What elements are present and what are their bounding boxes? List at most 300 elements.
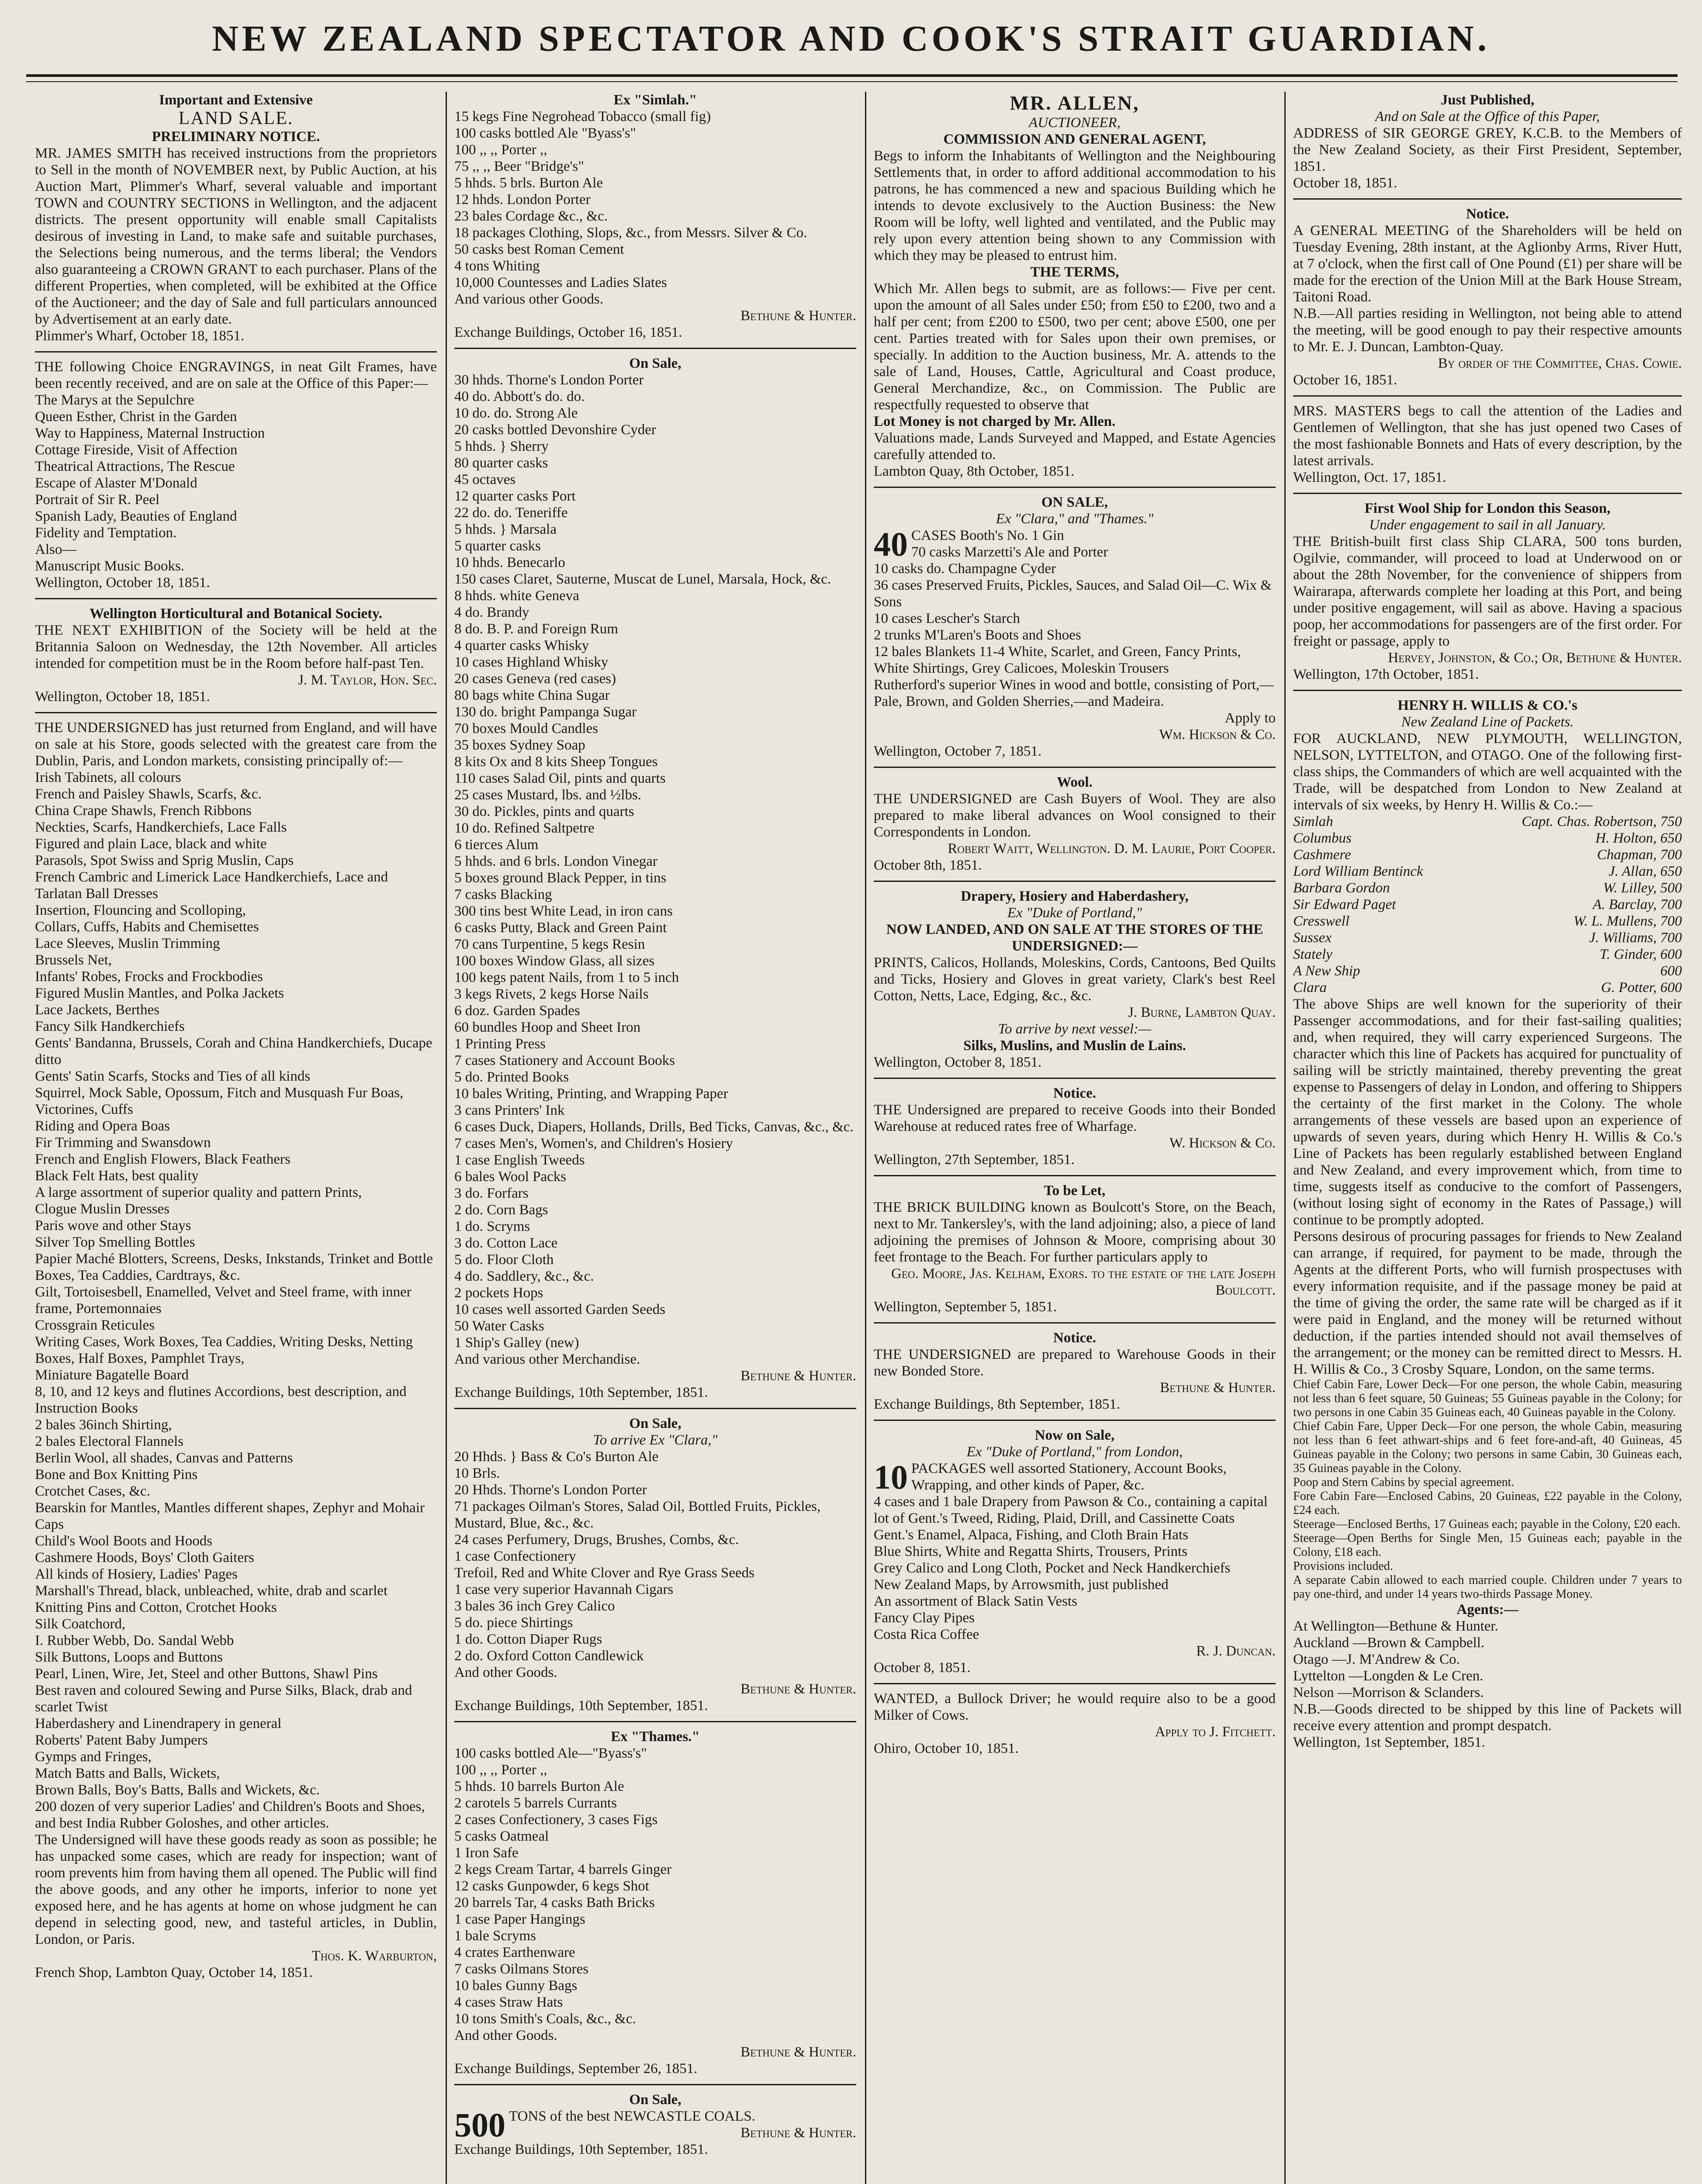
ad-subheading: Ex "Duke of Portland," from London, (966, 1444, 1183, 1460)
ship-row (1293, 813, 1682, 830)
ad-line: 3 bales 36 inch Grey Calico (454, 1598, 615, 1614)
ship-row (1293, 930, 1682, 946)
ad-line: Writing Cases, Work Boxes, Tea Caddies, Writing Desks, Netting Boxes, Half Boxes, Pamphlet Trays, (35, 1334, 413, 1366)
ad-line: I. Rubber Webb, Do. Sandal Webb (35, 1633, 234, 1648)
ad-line: Bearskin for Mantles, Mantles different shapes, Zephyr and Mohair Caps (35, 1500, 425, 1532)
ad-line: 2 kegs Cream Tartar, 4 barrels Ginger (454, 1862, 671, 1877)
fare-line: A separate Cabin allowed to each married couple. Children under 7 years to pay one-third, and under 14 years two-thirds Passage Money. (1293, 1573, 1682, 1601)
ad-line: 40 do. Abbott's do. do. (454, 389, 585, 404)
ship-name: Lord William Bentinck (1293, 864, 1423, 879)
fare-line: Steerage—Enclosed Berths, 17 Guineas each; payable in the Colony, £20 each. (1293, 1517, 1681, 1531)
ad-body: FOR AUCKLAND, NEW PLYMOUTH, WELLINGTON, NELSON, LYTTELTON, and OTAGO. One of the following first-class ships, the Commanders of which are well acquainted with the Trade, will be despatched from London to New Zealand at intervals of six weeks, by Henry H. Willis & Co.:— (1293, 731, 1682, 813)
ad-apply: Apply to (1225, 710, 1276, 726)
ad-subheading: THE TERMS, (1030, 264, 1119, 280)
column-1 (35, 92, 437, 2184)
ad-line: Also— (35, 542, 77, 557)
ad-heading: Just Published, (1440, 92, 1535, 108)
ad-line: Escape of Alaster M'Donald (35, 475, 197, 491)
advertisement (454, 1728, 856, 2085)
ad-line: 23 bales Cordage &c., &c. (454, 208, 608, 224)
ad-heading: On Sale, (629, 1416, 681, 1431)
ad-line: Rutherford's superior Wines in wood and bottle, consisting of Port,—Pale, Brown, and Golden Sherries,—and Madeira. (874, 677, 1274, 709)
ad-line: 130 do. bright Pampanga Sugar (454, 704, 637, 720)
ad-date: Plimmer's Wharf, October 18, 1851. (35, 328, 245, 344)
ship-captain: J. Williams, 700 (1589, 930, 1682, 946)
ad-line: 4 cases and 1 bale Drapery from Pawson & Co., containing a capital lot of Gent.'s Tweed, Riding, Plaid, Drill, and Cassinette Coats (874, 1494, 1268, 1526)
ad-line: Knitting Pins and Cotton, Crotchet Hooks (35, 1600, 277, 1615)
fare-line: Steerage—Open Berths for Single Men, 15 Guineas each; payable in the Colony, £18 each. (1293, 1531, 1682, 1559)
ad-line: 3 kegs Rivets, 2 kegs Horse Nails (454, 986, 649, 1002)
ad-line: 12 quarter casks Port (454, 488, 576, 504)
ad-line: Silk Buttons, Loops and Buttons (35, 1649, 223, 1665)
ad-line: 3 cans Printers' Ink (454, 1102, 565, 1118)
ad-line: 70 boxes Mould Candles (454, 721, 598, 736)
ad-line: 5 hhds. and 6 brls. London Vinegar (454, 854, 657, 869)
ad-line: Crossgrain Reticules (35, 1317, 155, 1333)
ad-date: Wellington, October 7, 1851. (874, 743, 1042, 759)
ad-signature: Robert Waitt, Wellington. D. M. Laurie, Port Cooper. (948, 841, 1276, 857)
ad-line: 3 do. Forfars (454, 1185, 529, 1201)
ad-line: 4 quarter casks Whisky (454, 638, 589, 653)
ad-signature: Bethune & Hunter. (740, 308, 856, 324)
ad-body: The Undersigned will have these goods ready as soon as possible; he has unpacked some cases, which are ready for inspection; want of room prevents him from having them all opened. The Public will find the above goods, and any other he imports, inferior to none yet exposed here, and he has agents at home on whose judgment he can depend in selecting good, new, and tasteful articles, in Dublin, London, or Paris. (35, 1832, 437, 1947)
ad-line: Trefoil, Red and White Clover and Rye Grass Seeds (454, 1565, 754, 1581)
ad-line: 1 bale Scryms (454, 1928, 536, 1944)
ad-body: ADDRESS of SIR GEORGE GREY, K.C.B. to the Members of the New Zealand Society, as their First President, September, 1851. (1293, 125, 1682, 174)
ad-signature: Bethune & Hunter. (740, 2044, 856, 2060)
ad-line: And various other Merchandise. (454, 1351, 640, 1367)
ship-name: Cresswell (1293, 913, 1349, 929)
ad-line: 25 cases Mustard, lbs. and ½lbs. (454, 787, 642, 803)
column-4 (1293, 92, 1682, 2184)
ad-line: Silver Top Smelling Bottles (35, 1234, 195, 1250)
ad-line: And various other Goods. (454, 291, 603, 307)
ad-line: 20 casks bottled Devonshire Cyder (454, 422, 656, 438)
ad-line: 5 hhds. } Marsala (454, 522, 557, 537)
ad-line: 12 hhds. London Porter (454, 192, 591, 207)
ad-body: THE Undersigned are prepared to receive Goods into their Bonded Warehouse at reduced rates free of Wharfage. (874, 1102, 1276, 1134)
ad-line: 2 do. Oxford Cotton Candlewick (454, 1648, 644, 1664)
ad-line: Figured Muslin Mantles, and Polka Jackets (35, 985, 284, 1001)
ad-line: 110 cases Salad Oil, pints and quarts (454, 771, 666, 786)
ad-subheading: COMMISSION AND GENERAL AGENT, (943, 131, 1206, 147)
ad-line: 7 cases Stationery and Account Books (454, 1053, 675, 1068)
advertisement (1293, 92, 1682, 200)
advertisement (1293, 697, 1682, 1758)
ad-line: Gymps and Fringes, (35, 1749, 152, 1765)
ad-body: THE NEXT EXHIBITION of the Society will be held at the Britannia Saloon on Wednesday, the 12th November. All articles intended for competition must be in the Room before half-past Ten. (35, 622, 437, 671)
ad-subheading: Ex "Clara," and "Thames." (996, 511, 1154, 527)
ad-line: 4 do. Saddlery, &c., &c. (454, 1268, 594, 1284)
ad-line: Costa Rica Coffee (874, 1627, 979, 1642)
ad-line: 35 boxes Sydney Soap (454, 737, 585, 753)
ad-large-number: 10 (874, 1458, 908, 1496)
ad-line: Lace Jackets, Berthes (35, 1002, 159, 1018)
advertisement (1293, 206, 1682, 397)
ad-line: 20 Hhds. } Bass & Co's Burton Ale (454, 1449, 659, 1465)
ad-body: WANTED, a Bullock Driver; he would require also to be a good Milker of Cows. (874, 1691, 1276, 1723)
ad-line: Miniature Bagatelle Board (35, 1367, 189, 1383)
column-rule (1284, 92, 1286, 2184)
ad-heading: Ex "Thames." (611, 1729, 700, 1745)
ad-line: 50 casks best Roman Cement (454, 242, 624, 257)
fare-line: Poop and Stern Cabins by special agreement. (1293, 1476, 1515, 1489)
advertisement (454, 355, 856, 1409)
ad-line: 6 casks Putty, Black and Green Paint (454, 920, 667, 936)
advertisement (874, 888, 1276, 1079)
ship-captain: W. Lilley, 500 (1603, 880, 1682, 896)
column-rule (446, 92, 447, 2184)
ad-heading: Wool. (1057, 774, 1093, 790)
ad-body: Valuations made, Lands Surveyed and Mapped, and Estate Agencies carefully attended to. (874, 430, 1276, 463)
ship-captain: W. L. Mullens, 700 (1573, 913, 1682, 929)
ad-subheading: PRELIMINARY NOTICE. (152, 129, 320, 145)
ad-body: MRS. MASTERS begs to call the attention of the Ladies and Gentlemen of Wellington, that she has just opened two Cases of the most fashionable Bonnets and Hats of every description, by the latest arrivals. (1293, 403, 1682, 469)
ship-captain: H. Holton, 650 (1595, 830, 1682, 846)
ad-date: Wellington, 17th October, 1851. (1293, 667, 1479, 682)
ad-line: 20 barrels Tar, 4 casks Bath Bricks (454, 1895, 655, 1911)
ad-date: October 8, 1851. (874, 1660, 971, 1676)
ad-line: Fancy Silk Handkerchiefs (35, 1019, 185, 1034)
ad-heading: On Sale, (629, 2092, 681, 2108)
ad-line: Theatrical Attractions, The Rescue (35, 459, 235, 474)
ad-subheading: Ex "Duke of Portland," (1007, 905, 1142, 921)
ad-line: Lace Sleeves, Muslin Trimming (35, 936, 220, 951)
ad-line: Fancy Clay Pipes (874, 1610, 975, 1626)
ad-line: 7 casks Oilmans Stores (454, 1961, 589, 1977)
ship-name: Clara (1293, 980, 1327, 995)
ad-line: Grey Calico and Long Cloth, Pocket and Neck Handkerchiefs (874, 1560, 1231, 1576)
ship-name: Barbara Gordon (1293, 880, 1390, 896)
advertisement (35, 92, 437, 352)
ad-subheading: To arrive Ex "Clara," (593, 1432, 718, 1448)
ship-captain: G. Potter, 600 (1601, 980, 1682, 995)
ad-line: 10 tons Smith's Coals, &c., &c. (454, 2011, 636, 2027)
ad-line: 10 cases Lescher's Starch (874, 611, 1020, 626)
ad-line: 2 bales Electoral Flannels (35, 1434, 183, 1449)
ad-line: Infants' Robes, Frocks and Frockbodies (35, 969, 263, 985)
ad-subheading: Agents:— (1456, 1602, 1519, 1617)
ad-line: 45 octaves (454, 472, 516, 487)
ad-line: 100 boxes Window Glass, all sizes (454, 953, 655, 969)
ad-heading: First Wool Ship for London this Season, (1364, 501, 1611, 516)
ad-body: Persons desirous of procuring passages for friends to New Zealand can arrange, if required, for payment to be made, through the Agents at the different Ports, who will furnish prospectuses with every information requisite, and if the passage money be paid at the time of giving the order, the same rate will be charged as if it were paid in England, and the money will be returned without deduction, if the parties intended should not avail themselves of the arrangement; or the money can be remitted direct to Messrs. H. H. Willis & Co., 3 Crosby Square, London, on the same terms. (1293, 1229, 1682, 1377)
ship-name: Sir Edward Paget (1293, 897, 1396, 912)
ad-line: Crotchet Cases, &c. (35, 1483, 150, 1499)
ship-row (1293, 863, 1682, 880)
ad-line: Marshall's Thread, black, unbleached, white, drab and scarlet (35, 1583, 388, 1599)
advertisement (874, 1690, 1276, 1764)
advertisement (874, 494, 1276, 768)
ad-signature: J. M. Taylor, Hon. Sec. (298, 672, 437, 688)
ad-line: 7 cases Men's, Women's, and Children's Hosiery (454, 1136, 733, 1151)
ad-line: Queen Esther, Christ in the Garden (35, 409, 237, 425)
ad-line: The Marys at the Sepulchre (35, 392, 194, 408)
ad-line: 70 cans Turpentine, 5 kegs Resin (454, 936, 645, 952)
ad-line: Berlin Wool, all shades, Canvas and Patterns (35, 1450, 293, 1466)
ad-line: 2 do. Corn Bags (454, 1202, 548, 1218)
ad-line: 5 hhds. 5 brls. Burton Ale (454, 175, 603, 191)
ad-line: Haberdashery and Linendrapery in general (35, 1716, 282, 1731)
ad-line: Best raven and coloured Sewing and Purse Silks, Black, drab and scarlet Twist (35, 1683, 412, 1715)
advertisement (35, 359, 437, 599)
ad-heading: HENRY H. WILLIS & CO.'s (1398, 698, 1577, 713)
ad-body: Begs to inform the Inhabitants of Wellington and the Neighbouring Settlements that, in order to afford additional accommodation to his patrons, he has commenced a new and spacious Building which he intends to devote exclusively to the Auction Business: the New Room will be lofty, well lighted and ventilated, and the Public may rely upon every attention being shown to any Commission with which they may be pleased to entrust him. (874, 148, 1276, 263)
ad-date: Wellington, Oct. 17, 1851. (1293, 470, 1446, 485)
fare-line: Provisions included. (1293, 1559, 1393, 1573)
ad-line: 200 dozen of very superior Ladies' and Children's Boots and Shoes, and best India Rubber Goloshes, and other articles. (35, 1799, 425, 1831)
ship-row (1293, 896, 1682, 913)
ad-date: Exchange Buildings, 10th September, 1851. (454, 1385, 708, 1400)
ad-line: Squirrel, Mock Sable, Opossum, Fitch and Musquash Fur Boas, Victorines, Cuffs (35, 1085, 404, 1117)
ad-date: October 18, 1851. (1293, 175, 1398, 191)
ad-heading: Drapery, Hosiery and Haberdashery, (961, 888, 1189, 904)
ad-body: PRINTS, Calicos, Hollands, Moleskins, Cords, Cantoons, Bed Quilts and Ticks, Hosiery and Gloves in great variety, Clark's best Reel Cotton, Netts, Lace, Edging, &c., &c. (874, 955, 1276, 1004)
ad-line: 71 packages Oilman's Stores, Salad Oil, Bottled Fruits, Pickles, Mustard, Blue, &c., &c. (454, 1499, 821, 1531)
ad-line: Cottage Fireside, Visit of Affection (35, 442, 238, 458)
ad-line: French and English Flowers, Black Feathers (35, 1151, 291, 1167)
ad-line: Pearl, Linen, Wire, Jet, Steel and other Buttons, Shawl Pins (35, 1666, 378, 1682)
ship-captain: Chapman, 700 (1597, 847, 1682, 863)
fare-line: Fore Cabin Fare—Enclosed Cabins, 20 Guineas, £22 payable in the Colony, £24 each. (1293, 1489, 1682, 1517)
ad-line: 6 doz. Garden Spades (454, 1003, 580, 1019)
ad-line: 4 cases Straw Hats (454, 1994, 563, 2010)
ad-line: 15 kegs Fine Negrohead Tobacco (small fig) (454, 109, 711, 124)
ad-line: Portrait of Sir R. Peel (35, 492, 160, 508)
ad-date: Wellington, October 8, 1851. (874, 1054, 1042, 1070)
ad-heading: Notice. (1053, 1085, 1097, 1101)
ad-line: Cashmere Hoods, Boys' Cloth Gaiters (35, 1550, 254, 1565)
ad-body: N.B.—Goods directed to be shipped by this line of Packets will receive every attention and prompt despatch. (1293, 1701, 1682, 1734)
ad-line: 10 bales Gunny Bags (454, 1978, 578, 1994)
ad-line: 5 do. piece Shirtings (454, 1615, 573, 1631)
ad-subheading: Under engagement to sail in all January. (1369, 517, 1606, 533)
ad-line: 30 hhds. Thorne's London Porter (454, 372, 644, 388)
fare-line: Chief Cabin Fare, Lower Deck—For one person, the whole Cabin, measuring not less than 6 feet square, 50 Guineas; 55 Guineas payable in the Colony; for two persons in one Cabin 35 Guineas each, 40 Guineas payable in the Colony. (1293, 1378, 1682, 1419)
ad-body: The above Ships are well known for the superiority of their Passenger accommodations, and for their fast-sailing qualities; and, when required, they will carry experienced Surgeons. The character which this line of Packets has acquired for punctuality of sailing will be strictly maintained, thereby preventing the great expense to Passengers of delay in London, and offering to Shippers the certainty of the first market in the Colony. The whole arrangements of these vessels are based upon an experience of upwards of seven years, during which Henry H. Willis & Co.'s Line of Packets has been regularly established between England and New Zealand, and every improvement which, from time to time, suggests itself as conducive to the comfort of Passengers, (without losing sight of economy in the Rates of Passage,) will continue to be promptly adopted. (1293, 996, 1682, 1228)
ad-body: THE BRICK BUILDING known as Boulcott's Store, on the Beach, next to Mr. Tankersley's, with the land adjoining; also, a piece of land adjoining the premises of Johnson & Moore, comprising about 30 feet frontage to the Beach. For further particulars apply to (874, 1199, 1276, 1265)
ad-line: 1 do. Cotton Diaper Rugs (454, 1631, 602, 1647)
ad-line: Brussels Net, (35, 952, 112, 968)
ad-line: 60 bundles Hoop and Sheet Iron (454, 1019, 641, 1035)
ad-signature: Bethune & Hunter. (740, 1368, 856, 1384)
ad-subheading: LAND SALE. (178, 108, 294, 128)
ad-date: October 16, 1851. (1293, 372, 1398, 388)
ad-line: 5 casks Oatmeal (454, 1828, 549, 1844)
ad-date: Wellington, 27th September, 1851. (874, 1152, 1075, 1168)
ad-date: French Shop, Lambton Quay, October 14, 1851. (35, 1965, 313, 1980)
column-2 (454, 92, 856, 2184)
ad-line: 1 case very superior Havannah Cigars (454, 1582, 674, 1597)
ad-line: Roberts' Patent Baby Jumpers (35, 1732, 208, 1748)
ad-line: 1 Iron Safe (454, 1845, 519, 1861)
ad-line: 50 Water Casks (454, 1318, 544, 1334)
ad-line: 8 hhds. white Geneva (454, 588, 579, 604)
ad-date: Exchange Buildings, September 26, 1851. (454, 2061, 698, 2077)
ad-signature: W. Hickson & Co. (1169, 1135, 1276, 1151)
ad-line: Blue Shirts, White and Regatta Shirts, Trousers, Prints (874, 1544, 1188, 1559)
ad-body: MR. JAMES SMITH has received instructions from the proprietors to Sell in the month of NOVEMBER next, by Public Auction, at his Auction Mart, Plimmer's Wharf, several valuable and important TOWN and COUNTRY SECTIONS in Wellington, and the adjacent districts. The present opportunity will enable small Capitalists desirous of investing in Land, to make safe and suitable purchases, the Selections being numerous, and the terms liberal; the Vendors also guaranteeing a CROWN GRANT to each purchaser. Plans of the different Properties, when completed, will be exhibited at the Office of the Auctioneer; and the day of Sale and full particulars announced by Advertisement at an early date. (35, 145, 437, 327)
ad-line: 10 do. do. Strong Ale (454, 405, 578, 421)
ad-body: THE UNDERSIGNED are Cash Buyers of Wool. They are also prepared to make liberal advances on Wool consigned to their Correspondents in London. (874, 791, 1276, 840)
ad-line: 300 tins best White Lead, in iron cans (454, 903, 673, 919)
ad-line: 10,000 Countesses and Ladies Slates (454, 275, 667, 290)
ad-large-number: 40 (874, 525, 908, 563)
ad-line: 70 casks Marzetti's Ale and Porter (911, 544, 1108, 560)
ad-line: 18 packages Clothing, Slops, &c., from Messrs. Silver & Co. (454, 225, 807, 241)
agent-line: Otago —J. M'Andrew & Co. (1293, 1652, 1460, 1667)
ad-line: 20 cases Geneva (red cases) (454, 671, 616, 687)
ad-line: 2 bales 36inch Shirting, (35, 1417, 172, 1433)
ad-date: Exchange Buildings, October 16, 1851. (454, 325, 682, 340)
ad-heading: Ex "Simlah." (613, 92, 697, 108)
ad-line: 12 casks Gunpowder, 6 kegs Shot (454, 1878, 649, 1894)
ad-body: THE UNDERSIGNED are prepared to Warehouse Goods in their new Bonded Store. (874, 1347, 1276, 1379)
ad-line: Paris wove and other Stays (35, 1218, 191, 1234)
ad-heading: ON SALE, (1041, 494, 1108, 510)
advertisement (874, 1427, 1276, 1684)
ad-body: Which Mr. Allen begs to submit, are as follows:— Five per cent. upon the amount of all Sales under £50; from £50 to £200, two and a half per cent; from £200 to £500, two per cent; above £500, one per cent. Parties treated with for Sales upon their own premises, or specially. In addition to the Auction business, Mr. A. attends to the sale of Land, Houses, Cattle, Agricultural and Coast produce, General Merchandize, &c., on Commission. The Public are respectfully requested to observe that (874, 281, 1276, 413)
ad-line: 1 case English Tweeds (454, 1152, 585, 1168)
ad-line: Gent.'s Enamel, Alpaca, Fishing, and Cloth Brain Hats (874, 1527, 1188, 1543)
ad-line: 4 crates Earthenware (454, 1945, 575, 1960)
ad-date: Wellington, October 18, 1851. (35, 575, 210, 591)
ad-signature: Bethune & Hunter. (1160, 1380, 1276, 1396)
ad-line: Insertion, Flouncing and Scolloping, (35, 902, 246, 918)
ad-emphasis: Lot Money is not charged by Mr. Allen. (874, 414, 1116, 429)
advertisement (35, 719, 437, 1988)
ad-body: THE UNDERSIGNED has just returned from England, and will have on sale at his Store, goods selected with the greatest care from the Dublin, Paris, and London markets, consisting principally of:— (35, 720, 437, 769)
ad-line: 8, 10, and 12 keys and flutines Accordions, best description, and Instruction Books (35, 1384, 407, 1416)
advertisement (874, 1182, 1276, 1324)
ad-date: Lambton Quay, 8th October, 1851. (874, 463, 1075, 479)
ad-line: 1 Ship's Galley (new) (454, 1335, 579, 1351)
ship-captain: A. Barclay, 700 (1592, 897, 1682, 912)
advertisement (874, 92, 1276, 488)
ad-line: 8 kits Ox and 8 kits Sheep Tongues (454, 754, 658, 770)
ship-name: A New Ship (1293, 963, 1360, 979)
ad-signature: Wm. Hickson & Co. (1159, 727, 1276, 743)
ad-line: 2 pockets Hops (454, 1285, 543, 1301)
column-rule (865, 92, 866, 2184)
ad-date: Exchange Buildings, 10th September, 1851. (454, 2142, 708, 2157)
ad-line: CASES Booth's No. 1 Gin (911, 528, 1064, 543)
ad-line: New Zealand Maps, by Arrowsmith, just published (874, 1577, 1169, 1593)
ad-line: 6 bales Wool Packs (454, 1169, 567, 1185)
ad-line: 1 Printing Press (454, 1036, 546, 1052)
ship-name: Sussex (1293, 930, 1332, 946)
ship-row (1293, 946, 1682, 963)
ad-date: Wellington, September 5, 1851. (874, 1299, 1057, 1315)
ad-line: Papier Maché Blotters, Screens, Desks, Inkstands, Trinket and Bottle Boxes, Tea Caddies, Cardtrays, &c. (35, 1251, 433, 1283)
ad-line: 100 kegs patent Nails, from 1 to 5 inch (454, 970, 679, 985)
ad-line: 10 cases well assorted Garden Seeds (454, 1302, 665, 1317)
ad-date: Exchange Buildings, 8th September, 1851. (874, 1396, 1121, 1412)
ad-date: Wellington, October 18, 1851. (35, 689, 210, 705)
ad-line: 36 cases Preserved Fruits, Pickles, Sauces, and Salad Oil—C. Wix & Sons (874, 577, 1272, 610)
agent-line: Auckland —Brown & Campbell. (1293, 1635, 1485, 1651)
ad-date: October 8th, 1851. (874, 857, 982, 873)
advertisement (454, 92, 856, 349)
ad-line: Parasols, Spot Swiss and Sprig Muslin, Caps (35, 853, 294, 868)
ad-line: Fir Trimming and Swansdown (35, 1135, 211, 1151)
ship-row (1293, 963, 1682, 979)
ad-line: Manuscript Music Books. (35, 558, 184, 574)
ad-line: 80 quarter casks (454, 455, 548, 471)
ad-line: China Crape Shawls, French Ribbons (35, 803, 252, 819)
ad-line: 12 bales Blankets 11-4 White, Scarlet, and Green, Fancy Prints, White Shirtings, Grey Calicoes, Moleskin Trousers (874, 644, 1241, 676)
ad-line: Brown Balls, Boy's Batts, Balls and Wickets, &c. (35, 1782, 320, 1798)
ad-line: Figured and plain Lace, black and white (35, 836, 267, 852)
ad-line: Gilt, Tortoisesbell, Enamelled, Velvet and Steel frame, with inner frame, Portemonnaies (35, 1284, 412, 1317)
ad-line: Bone and Box Knitting Pins (35, 1467, 198, 1482)
advertisement (874, 1085, 1276, 1176)
ad-line: 8 do. B. P. and Foreign Rum (454, 621, 618, 637)
ad-line: 6 tierces Alum (454, 837, 539, 853)
masthead: NEW ZEALAND SPECTATOR AND COOK'S STRAIT GUARDIAN. (212, 18, 1490, 59)
advertisement (1293, 403, 1682, 494)
ad-line: 5 hhds. 10 barrels Burton Ale (454, 1779, 624, 1794)
ad-heading: To be Let, (1044, 1183, 1106, 1199)
ad-line: And other Goods. (454, 1665, 557, 1680)
ad-line: Gents' Bandanna, Brussels, Corah and China Handkerchiefs, Ducape ditto (35, 1035, 432, 1068)
ad-signature: By order of the Committee, Chas. Cowie. (1438, 356, 1682, 371)
advertisement (35, 605, 437, 713)
ad-heading: Notice. (1053, 1330, 1097, 1346)
ad-line: Gents' Satin Scarfs, Stocks and Ties of all kinds (35, 1068, 311, 1084)
ship-row (1293, 913, 1682, 930)
ad-line: 80 bags white China Sugar (454, 688, 610, 703)
ad-signature: J. Burne, Lambton Quay. (1128, 1005, 1276, 1020)
ad-heading: On Sale, (629, 356, 681, 371)
ad-line: 10 Brls. (454, 1465, 500, 1481)
agent-line: At Wellington—Bethune & Hunter. (1293, 1618, 1498, 1634)
ad-line: 1 do. Scryms (454, 1219, 530, 1234)
ad-date: Wellington, 1st September, 1851. (1293, 1735, 1485, 1750)
ad-body: TONS of the best NEWCASTLE COALS. (509, 2108, 756, 2124)
ad-line: Way to Happiness, Maternal Instruction (35, 425, 265, 441)
ad-heading: Wellington Horticultural and Botanical Society. (89, 606, 383, 622)
ad-line: 10 casks do. Champagne Cyder (874, 561, 1056, 577)
ship-captain: Capt. Chas. Robertson, 750 (1522, 814, 1682, 829)
ad-line: French and Paisley Shawls, Scarfs, &c. (35, 786, 262, 802)
ad-line: 10 bales Writing, Printing, and Wrapping Paper (454, 1086, 728, 1102)
ad-line: 10 do. Refined Saltpetre (454, 820, 595, 836)
ad-line: 4 tons Whiting (454, 258, 540, 274)
ad-signature: Apply to J. Fitchett. (1155, 1724, 1276, 1740)
ship-row (1293, 830, 1682, 847)
ship-row (1293, 880, 1682, 896)
ad-line: 5 do. Floor Cloth (454, 1252, 554, 1268)
ad-line: And other Goods. (454, 2028, 557, 2043)
ad-line: 150 cases Claret, Sauterne, Muscat de Lunel, Marsala, Hock, &c. (454, 571, 831, 587)
ad-line: Collars, Cuffs, Habits and Chemisettes (35, 919, 259, 935)
ad-line: 4 do. Brandy (454, 605, 529, 620)
ad-line: 10 hhds. Benecarlo (454, 555, 565, 570)
ad-subheading: AUCTIONEER, (1029, 115, 1121, 131)
ad-line: Neckties, Scarfs, Handkerchiefs, Lace Falls (35, 819, 287, 835)
ad-line: A large assortment of superior quality and pattern Prints, (35, 1185, 362, 1200)
ad-line: Match Batts and Balls, Wickets, (35, 1766, 220, 1781)
ad-signature: Hervey, Johnston, & Co.; Or, Bethune & Hunter. (1388, 650, 1682, 666)
ad-line: Spanish Lady, Beauties of England (35, 508, 237, 524)
ship-captain: T. Ginder, 600 (1599, 947, 1682, 962)
ad-line: French Cambric and Limerick Lace Handkerchiefs, Lace and Tarlatan Ball Dresses (35, 869, 388, 902)
agent-line: Nelson —Morrison & Sclanders. (1293, 1685, 1484, 1700)
ad-date: Exchange Buildings, 10th September, 1851. (454, 1698, 708, 1714)
ad-heading: Notice. (1466, 206, 1509, 222)
ad-line: 6 cases Duck, Diapers, Hollands, Drills, Bed Ticks, Canvas, &c., &c. (454, 1119, 854, 1135)
